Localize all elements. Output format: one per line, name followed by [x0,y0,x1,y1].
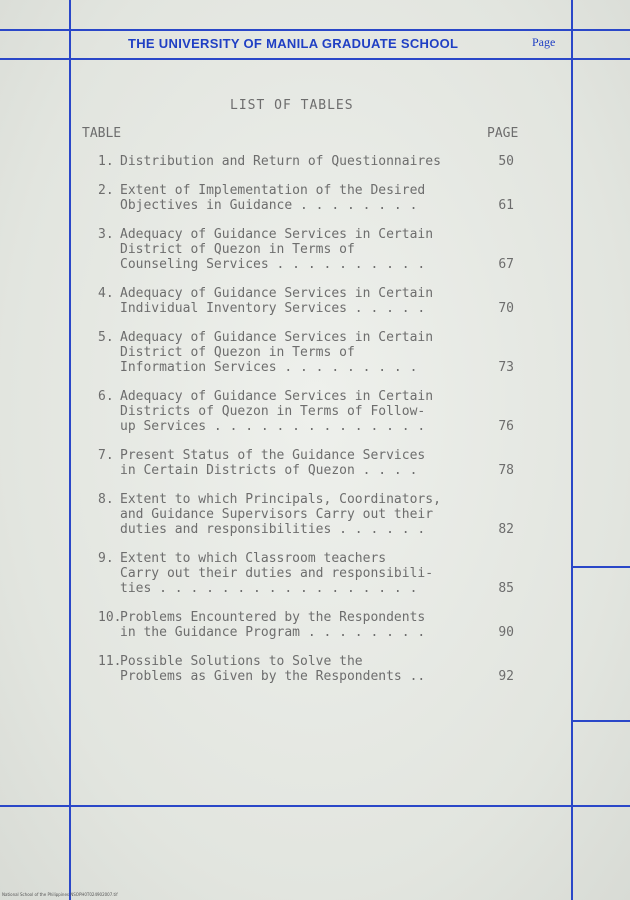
university-header: THE UNIVERSITY OF MANILA GRADUATE SCHOOL [128,36,459,51]
toc-entry-title: Adequacy of Guidance Services in Certain Individual Inventory Services . . . . . [120,286,434,316]
toc-entry [98,492,518,537]
toc-entry-number: 5. [98,330,114,345]
toc-entry-title: Adequacy of Guidance Services in Certain District of Quezon in Terms of Information Services . . . . . . . . . [120,330,434,375]
toc-entry [98,330,518,375]
toc-entry [98,551,518,596]
toc-entry-title: Extent to which Classroom teachers Carry out their duties and responsibili- ties . . . . . . . . . . . . . . . . . [120,551,434,596]
toc-entry-title: Present Status of the Guidance Services in Certain Districts of Quezon . . . . [120,448,426,478]
toc-entry [98,227,518,272]
toc-entry [98,183,518,213]
toc-entry-page: 85 [498,581,514,596]
toc-entry-number: 8. [98,492,114,507]
page-column-label: PAGE [487,126,519,141]
table-column-label: TABLE [82,126,122,141]
toc-entry-number: 9. [98,551,114,566]
header-bottom-rule [0,58,630,60]
toc-entry [98,389,518,434]
toc-entry-page: 70 [498,301,514,316]
toc-entry [98,448,518,478]
toc-entry-page: 61 [498,198,514,213]
toc-entry-number: 1. [98,154,114,169]
toc-entry-number: 10. [98,610,122,625]
toc-entry [98,654,518,684]
right-box-rule-2 [571,720,630,722]
toc-entry-page: 92 [498,669,514,684]
toc-entry-page: 90 [498,625,514,640]
left-margin-rule [69,0,71,900]
toc-entry-number: 4. [98,286,114,301]
toc-entry-number: 3. [98,227,114,242]
list-of-tables-heading: LIST OF TABLES [230,98,354,113]
toc-entry-page: 50 [498,154,514,169]
toc-entry-number: 7. [98,448,114,463]
footer-rule [0,805,630,807]
toc-entry-title: Extent of Implementation of the Desired Objectives in Guidance . . . . . . . . [120,183,426,213]
toc-entry-page: 82 [498,522,514,537]
toc-entry [98,154,518,169]
toc-entry-number: 2. [98,183,114,198]
toc-entry-page: 78 [498,463,514,478]
header-top-rule [0,29,630,31]
toc-entry-title: Adequacy of Guidance Services in Certain Districts of Quezon in Terms of Follow- up Services . . . . . . . . . . . . . . [120,389,434,434]
toc-entry [98,286,518,316]
toc-entry-title: Problems Encountered by the Respondents in the Guidance Program . . . . . . . . [120,610,426,640]
toc-entry-title: Possible Solutions to Solve the Problems as Given by the Respondents .. [120,654,426,684]
toc-entry-title: Distribution and Return of Questionnaires [120,154,441,169]
toc-entry-title: Extent to which Principals, Coordinators, and Guidance Supervisors Carry out their duties and responsibilities . . . . . . [120,492,441,537]
right-box-rule-1 [571,566,630,568]
scan-footer: National School of the Philippines NSOPH0T024902007.tif [2,892,118,897]
right-margin-rule [571,0,573,900]
toc-entry-title: Adequacy of Guidance Services in Certain District of Quezon in Terms of Counseling Services . . . . . . . . . . [120,227,434,272]
table-of-contents [98,154,518,698]
page-label: Page [532,35,556,49]
toc-entry-number: 6. [98,389,114,404]
toc-entry-page: 73 [498,360,514,375]
toc-entry-page: 76 [498,419,514,434]
toc-entry-page: 67 [498,257,514,272]
toc-entry-number: 11. [98,654,122,669]
toc-entry [98,610,518,640]
